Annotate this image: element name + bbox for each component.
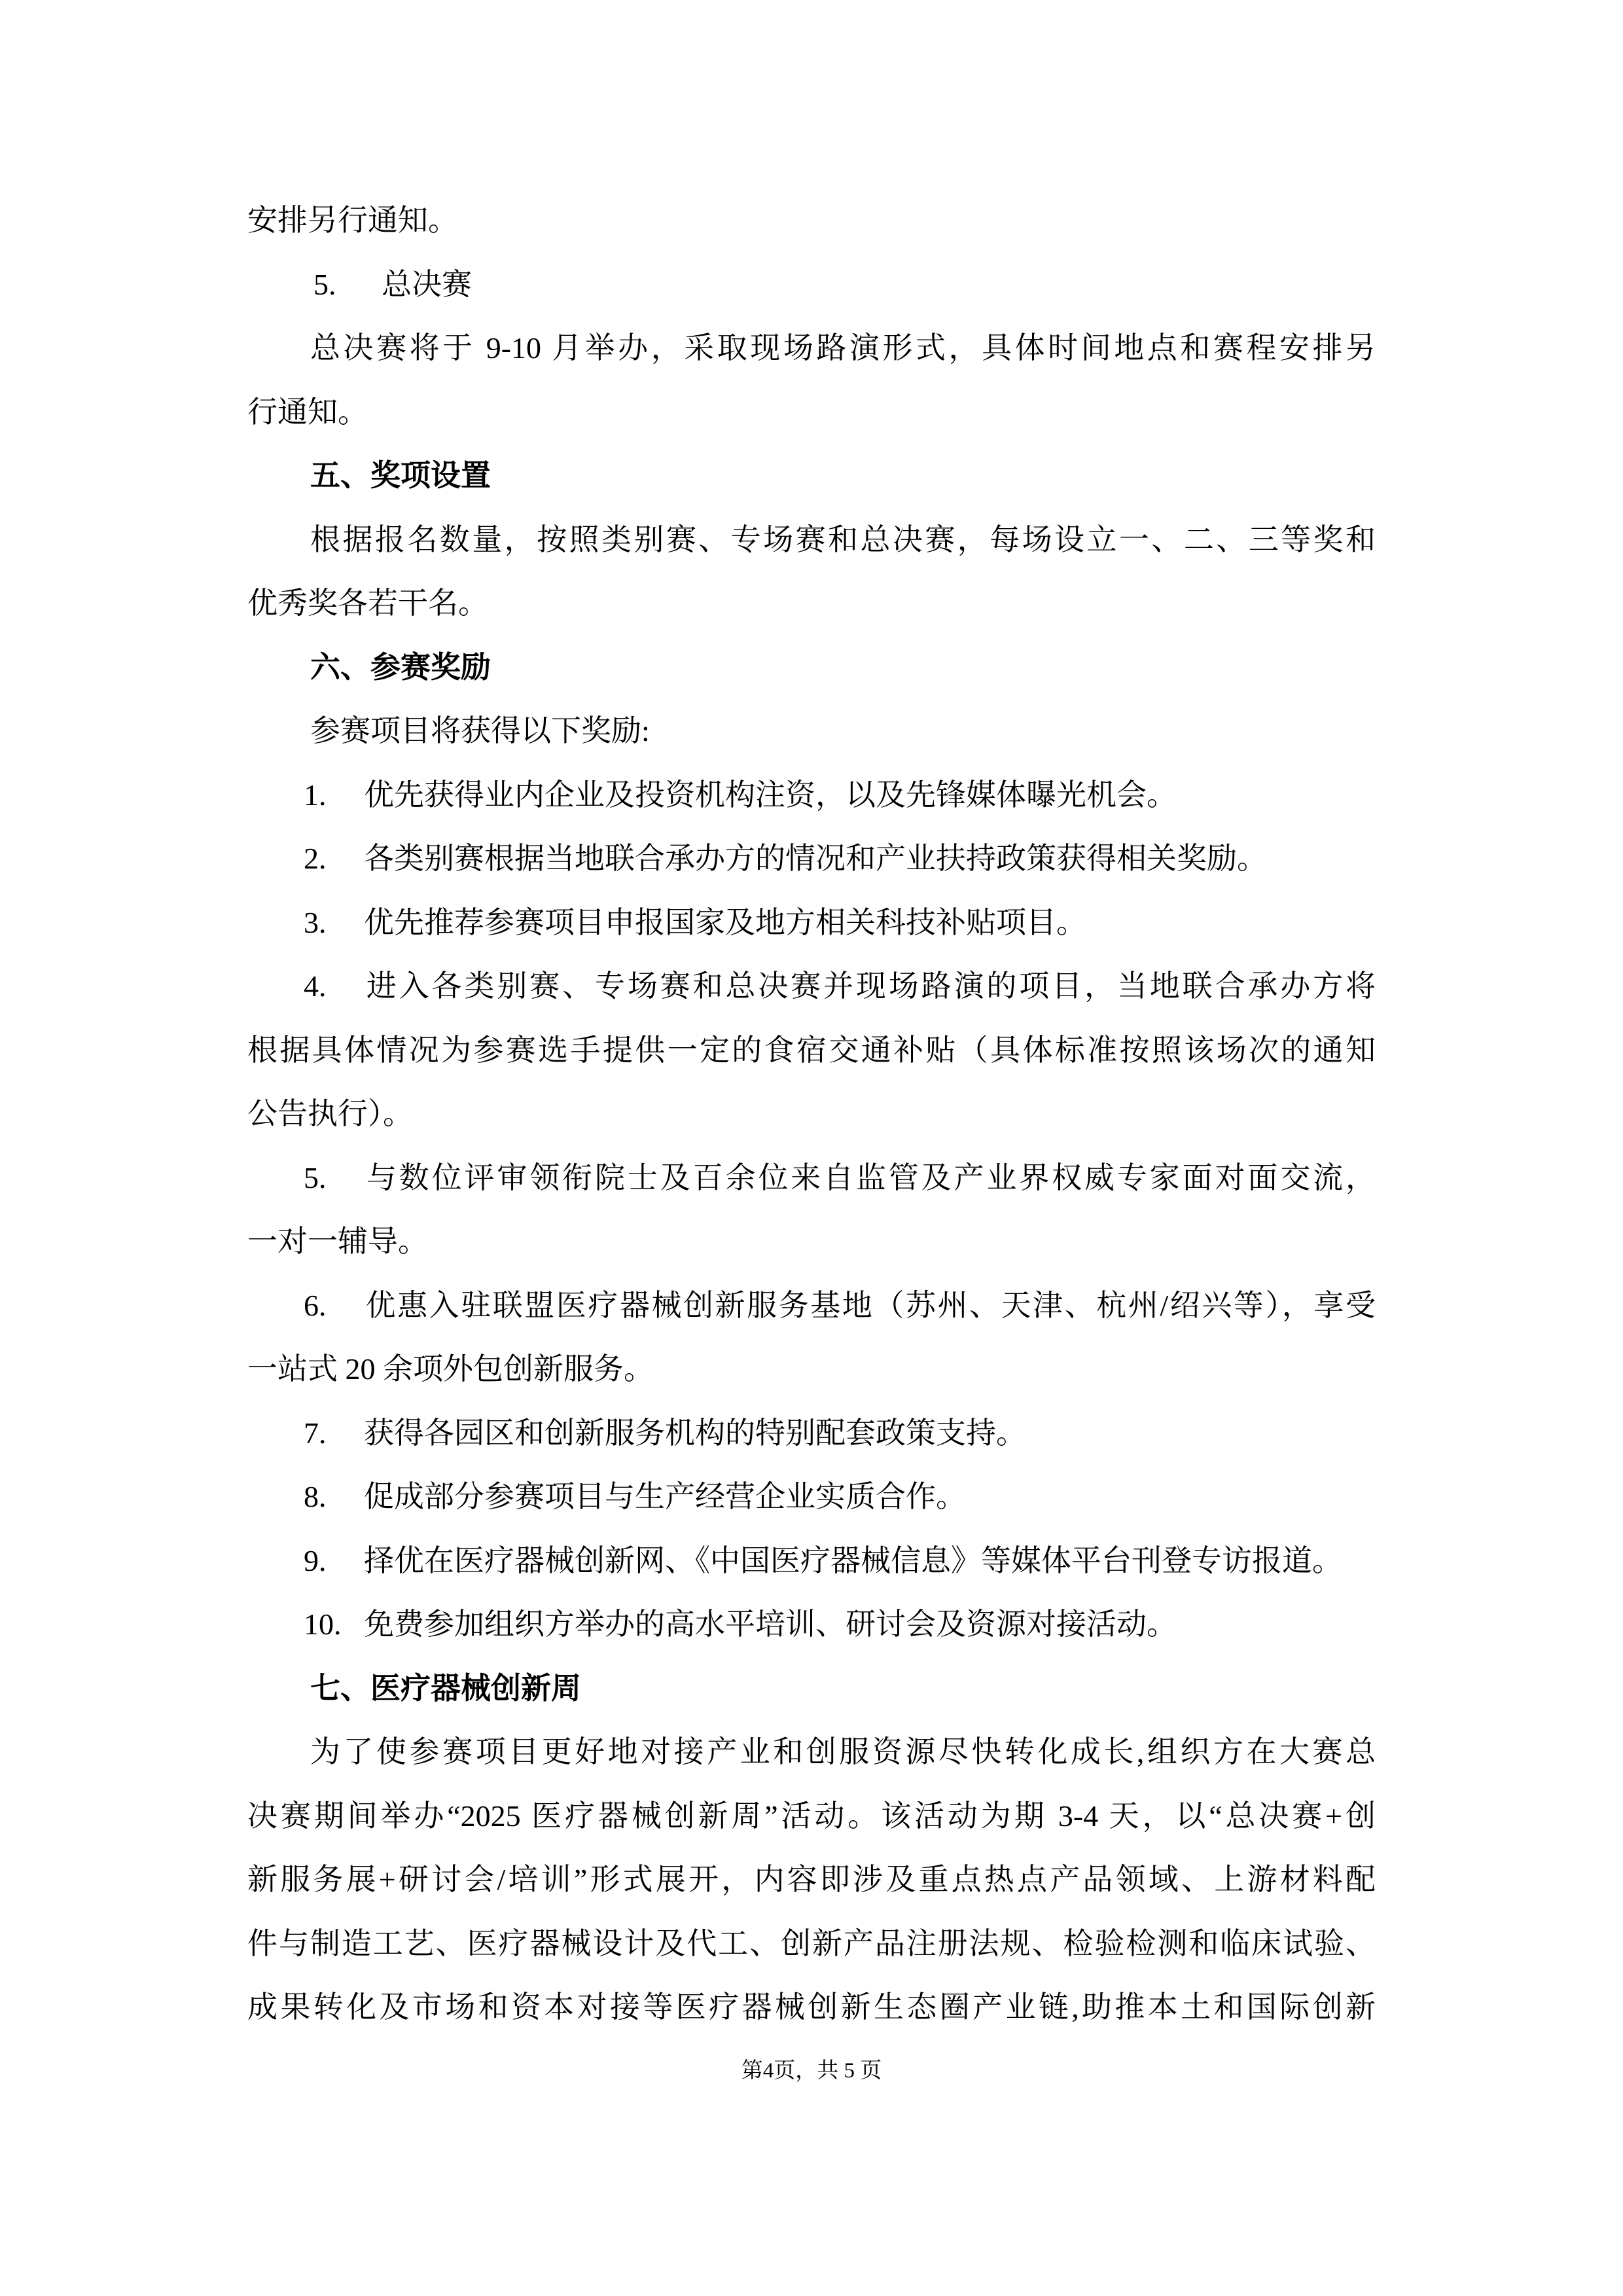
list-item-number: 10. (304, 1607, 342, 1641)
line-text: 优先获得业内企业及投资机构注资，以及先锋媒体曝光机会。 (364, 778, 1177, 812)
text-line (247, 316, 1376, 380)
list-item-line (247, 1146, 1376, 1210)
line-text: 获得各园区和创新服务机构的特别配套政策支持。 (364, 1416, 1026, 1450)
list-item-line (247, 954, 1376, 1018)
list-item-line (247, 1592, 1376, 1657)
text-line (247, 1848, 1376, 1912)
text-line (247, 1975, 1376, 2039)
list-item-line (247, 1401, 1376, 1465)
line-text: 成果转化及市场和资本对接等医疗器械创新生态圈产业链,助推本土和国际创新 (247, 1990, 1376, 2024)
line-text: 优先推荐参赛项目申报国家及地方相关科技补贴项目。 (364, 905, 1086, 939)
line-text: 新服务展+研讨会/培训”形式展开，内容即涉及重点热点产品领域、上游材料配 (247, 1863, 1376, 1896)
line-text: 免费参加组织方举办的高水平培训、研讨会及资源对接活动。 (364, 1607, 1177, 1641)
heading-text: 六、参赛奖励 (310, 649, 491, 684)
list-item-number: 9. (304, 1543, 327, 1577)
list-item-number: 1. (304, 778, 327, 812)
list-item-line (247, 1529, 1376, 1593)
list-item-number: 4. (304, 969, 327, 1003)
line-text: 一站式 20 余项外包创新服务。 (247, 1352, 654, 1386)
list-item-number: 5. (313, 267, 336, 301)
line-text: 优秀奖各若干名。 (247, 586, 488, 620)
list-item-number: 5. (304, 1160, 327, 1194)
line-text: 决赛期间举办“2025 医疗器械创新周”活动。该活动为期 3-4 天，以“总决赛+创 (247, 1799, 1376, 1833)
line-text: 行通知。 (247, 395, 368, 429)
line-text: 安排另行通知。 (247, 204, 458, 237)
list-item-line (247, 1465, 1376, 1529)
section-heading (247, 1657, 1376, 1721)
text-line (247, 188, 1376, 253)
heading-text: 七、医疗器械创新周 (310, 1670, 581, 1705)
line-text: 进入各类别赛、专场赛和总决赛并现场路演的项目，当地联合承办方将 (364, 969, 1376, 1003)
line-text: 一对一辅导。 (247, 1225, 428, 1258)
section-heading (247, 636, 1376, 700)
list-item-line (247, 253, 1376, 317)
document-body (247, 188, 1376, 2039)
list-item-number: 7. (304, 1416, 327, 1450)
line-text: 根据具体情况为参赛选手提供一定的食宿交通补贴（具体标准按照该场次的通知 (247, 1033, 1376, 1067)
text-line (247, 1784, 1376, 1848)
page-footer: 第4页，共 5 页 (741, 2059, 882, 2083)
list-item-number: 6. (304, 1288, 327, 1322)
heading-text: 五、奖项设置 (310, 458, 491, 492)
list-item-number: 3. (304, 905, 327, 939)
line-text: 各类别赛根据当地联合承办方的情况和产业扶持政策获得相关奖励。 (364, 842, 1267, 875)
text-line (247, 508, 1376, 572)
list-item-line (247, 763, 1376, 827)
line-text: 优惠入驻联盟医疗器械创新服务基地（苏州、天津、杭州/绍兴等），享受 (364, 1288, 1376, 1322)
text-line (247, 1720, 1376, 1784)
list-item-line (247, 827, 1376, 891)
line-text: 促成部分参赛项目与生产经营企业实质合作。 (364, 1480, 966, 1513)
text-line (247, 571, 1376, 636)
text-line (247, 1210, 1376, 1274)
text-line (247, 380, 1376, 444)
section-heading (247, 444, 1376, 508)
text-line (247, 699, 1376, 763)
text-line (247, 1018, 1376, 1083)
line-text: 公告执行）。 (247, 1097, 413, 1130)
line-text: 与数位评审领衔院士及百余位来自监管及产业界权威专家面对面交流， (364, 1160, 1376, 1194)
text-line (247, 1082, 1376, 1146)
text-line (247, 1912, 1376, 1976)
text-line (247, 1337, 1376, 1401)
line-text: 件与制造工艺、医疗器械设计及代工、创新产品注册法规、检验检测和临床试验、 (247, 1926, 1376, 1960)
list-item-line (247, 891, 1376, 955)
line-text: 为了使参赛项目更好地对接产业和创服资源尽快转化成长,组织方在大赛总 (310, 1735, 1376, 1768)
list-item-number: 2. (304, 842, 327, 875)
list-item-line (247, 1274, 1376, 1338)
line-text: 参赛项目将获得以下奖励: (310, 714, 650, 747)
line-text: 根据报名数量，按照类别赛、专场赛和总决赛，每场设立一、二、三等奖和 (310, 522, 1376, 556)
line-text: 总决赛将于 9-10 月举办，采取现场路演形式，具体时间地点和赛程安排另 (310, 331, 1376, 365)
line-text: 择优在医疗器械创新网、《中国医疗器械信息》等媒体平台刊登专访报道。 (364, 1543, 1342, 1577)
list-item-number: 8. (304, 1480, 327, 1513)
line-text: 总决赛 (382, 267, 472, 301)
